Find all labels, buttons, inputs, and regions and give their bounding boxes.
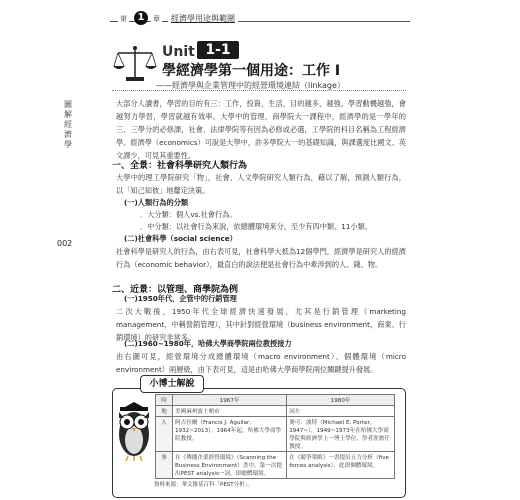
chapter-prefix: 第 <box>120 15 127 23</box>
table-cell: 同左 <box>287 406 395 417</box>
chapter-title: 經濟學用途與範圍 <box>168 13 238 24</box>
comparison-table <box>155 394 395 479</box>
book-side-title: 圖解經濟學 <box>64 100 72 149</box>
scales-icon <box>112 44 158 84</box>
row-label: 人 <box>156 417 173 452</box>
section-1-paragraph-2: 社會科學是研究人的行為，由右表可見，社會科學大抵為12個學門，經濟學是研究人的經濟行為（economic behavior），最直白的說法便是社會行為中牽涉到的人、錢、物。 <box>116 247 406 269</box>
dotted-divider <box>112 90 406 91</box>
source-note: 資料來源：華文維基百科「PEST分析」。 <box>154 482 253 488</box>
section-2-sub2: (二)1960~1980年，哈佛大學商學院兩位教授接力 <box>124 339 292 348</box>
section-2-heading: 二、近景：以管理、商學院為例 <box>112 285 239 295</box>
table-header-cell: 時 <box>156 395 173 406</box>
doctor-box-title: 小博士解說 <box>140 375 204 393</box>
section-1-paragraph: 大學中的理工學院研究「物」，社會、人文學院研究人類行為，藉以了解，預測人類行為，以「知己知彼」地釐定決策。 <box>116 173 406 195</box>
unit-label: Unit <box>162 44 195 60</box>
intro-paragraph: 大部分人讀書，學習的目的有三：工作，投資，生活，目的越多，越強，學習動機越強，會越努力學習，學習就越有效率。大學中的管理、商學院大一課程中，經濟學的是一學年的三、三學分的必修課，社會、法律學院等有因為必修或必選，工學院的科目名稱為工程經濟學、經濟學（economics）可說是大學中，許多學院大一的基礎知識，與課選度比國文、英文課少，可見其重要性。 <box>116 99 406 160</box>
unit-title: 學經濟學第一個用途：工作 I <box>162 63 341 79</box>
section-1-sub1: (一)人類行為的分類 <box>124 198 189 207</box>
table-cell: 美國麻州波士頓市 <box>173 406 287 417</box>
table-row <box>156 452 395 479</box>
row-label: 事 <box>156 452 173 479</box>
row-label: 地 <box>156 406 173 417</box>
owl-icon <box>116 400 152 462</box>
section-1-sub2: (二)社會科學（social science） <box>124 234 237 243</box>
table-cell: 麥可．波特（Michael E. Porter，1947~），1949~1973年在哈佛大學商學院與經濟學上一博士學位，學者涯擔任教授。 <box>287 417 395 452</box>
section-2-paragraph-2: 由右圖可見，經營環境分成總體環境（macro environment）、個體環境（micro environment）兩層級，由下表可見，這是由哈佛大學商學院兩位關鍵提升發展。 <box>116 352 406 374</box>
unit-number-badge: 1-1 <box>197 41 239 59</box>
table-cell: 在《傳播企業經營環境》（Scanning the Business Environment）書中，第一次提出PEST analysis一詞，即總體環境。 <box>173 452 287 479</box>
table-header-cell: 1980年 <box>287 395 395 406</box>
bullet-item: ．中分類：以社會行為來說，依總體環境來分，至少有四中類、11小類。 <box>140 222 372 231</box>
section-2-sub1: (一)1950年代，企管中的行銷管理 <box>124 294 237 303</box>
section-1-heading: 一、全景：社會科學研究人類行為 <box>112 161 248 171</box>
table-row <box>156 406 395 417</box>
table-cell: 阿吉拉爾（Francis J. Aguilar，1932~2013），1964年起，哈佛大學商學院教授。 <box>173 417 287 452</box>
page-number: 002 <box>57 239 73 248</box>
unit-subtitle: ——經濟學與企業管理中的經營環境連結（linkage） <box>156 81 345 90</box>
chapter-suffix: 章 <box>153 15 160 23</box>
chapter-number-badge: 1 <box>134 11 148 25</box>
bullet-item: ．大分類：個人vs.社會行為。 <box>140 210 237 219</box>
section-2-paragraph-1: 二次大戰後，1950年代全球經濟快速發展，尤其是行銷管理（marketing management，中稱營銷管理），其中針對經營環境（business environment，商業、行銷環境）的研究非常多。 <box>116 307 406 342</box>
table-header-row <box>156 395 395 406</box>
table-header-cell: 1967年 <box>173 395 287 406</box>
table-cell: 在《競爭策略》一書提出五力分析（five forces analysis），此即個體環境。 <box>287 452 395 479</box>
table-row <box>156 417 395 452</box>
